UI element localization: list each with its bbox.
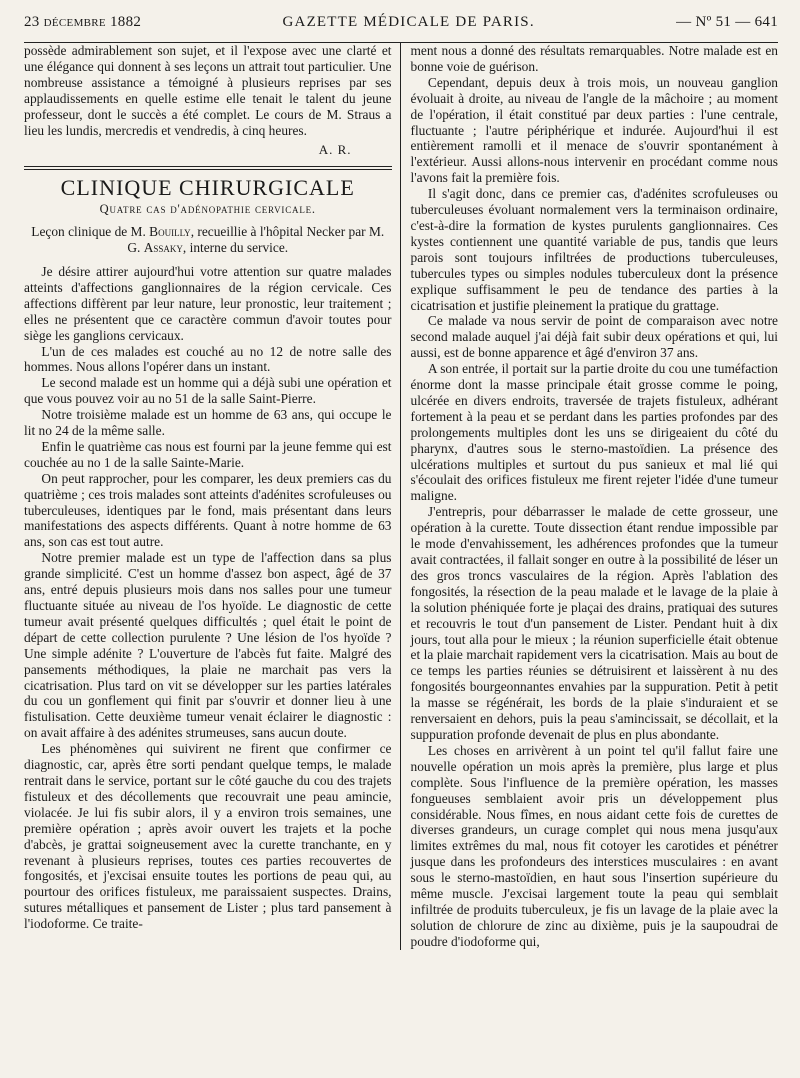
right-column — [401, 43, 779, 950]
paragraph: Enfin le quatrième cas nous est fourni par la jeune femme qui est couchée au no 1 de la salle Sainte-Marie. — [24, 438, 392, 470]
paragraph: Cependant, depuis deux à trois mois, un nouveau ganglion évoluait à droite, au niveau de l'angle de la mâchoire ; au moment de l'opération, il était constitué par deux parties : l'une centrale, fluctuante ; l'autre périphérique et indurée. Aujourd'hui il est entièrement ramolli et il menace de s'ouvrir spontanément à l'extérieur. Aussi allons-nous intervenir en procédant comme nous l'avons fait la première fois. — [410, 74, 778, 186]
header-date: 23 décembre 1882 — [24, 14, 142, 30]
columns — [24, 43, 778, 950]
paragraph: possède admirablement son sujet, et il l'expose avec une clarté et une élégance qui donnent à ses leçons un attrait tout particulier. Une nombreuse assistance a témoigné à plusieurs reprises par ses applaudissements en quelle estime elle tenait le talent du jeune professeur, dont le succès a été complet. Le cours de M. Straus a lieu les lundis, mercredis et vendredis, à cinq heures. — [24, 43, 392, 138]
paragraph: On peut rapprocher, pour les comparer, les deux premiers cas du quatrième ; ces trois malades sont atteints d'adénites scrofuleuses ou tuberculeuses, identiques par le fond, mais présentant dans leurs manifestations des aspects différents. Quant à notre homme de 63 ans, son cas est tout autre. — [24, 470, 392, 550]
left-column — [24, 43, 400, 950]
header-issue: — Nº 51 — 641 — [676, 14, 778, 30]
lecture-text: , recueillie à l'hôpital Necker par M. G. — [127, 224, 385, 256]
paragraph: Notre premier malade est un type de l'affection dans sa plus grande simplicité. C'est un homme d'assez bon aspect, âgé de 37 ans, entré depuis plusieurs mois dans nos salles pour une tumeur fluctuante située au niveau de l'os hyoïde. Le diagnostic de cette tumeur avait présenté quelques difficultés ; quel était le point de départ de cette collection purulente ? Une lésion de l'os hyoïde ? Une simple adénite ? L'ouverture de l'abcès fut faite. Malgré des pansements méthodiques, la plaie ne marchait pas vers la cicatrisation. Plus tard on vit se développer sur les parties latérales du cou un gonflement qui finit par s'ouvrir et donner lieu à une fistulisation. Cette deuxième tumeur venait éclairer le diagnostic : on avait affaire à des adénites strumeuses, sans aucun doute. — [24, 550, 392, 741]
lecture-credit — [24, 224, 392, 256]
paragraph: Il s'agit donc, dans ce premier cas, d'adénites scrofuleuses ou tuberculeuses évoluant normalement vers la terminaison ordinaire, c'est-à-dire la formation de kystes purulents ganglionnaires. Ces kystes contiennent une quantité variable de pus, tandis que leurs parois sont toujours infiltrées de productions tuberculeuses, tubercules types ou simples nodules tuberculeux dont la présence explique suffisamment le peu de tendance des parties à la cicatrisation et justifie pleinement la pratique du grattage. — [410, 186, 778, 313]
signature: A. R. — [318, 142, 352, 158]
paragraph: J'entrepris, pour débarrasser le malade de cette grosseur, une opération à la curette. Toute dissection étant rendue impossible par le mode d'envahissement, les adhérences profondes que la tumeur avait contractées, il fallait songer en outre à la possibilité de léser un des gros troncs vasculaires de la région. Après l'ablation des fongosités, la résection de la peau malade et le lavage de la plaie à la solution phéniquée forte je plaçai des drains, pratiquai des sutures et recouvris le tout d'un pansement de Lister. Pendant huit à dix jours, tout alla pour le mieux ; la réunion superficielle était obtenue et la plaie marchait rapidement vers la cicatrisation. Mais au bout de ce temps les parties réunies se détruisirent et laissèrent à nu des fongosités bourgeonnantes envahies par la suppuration. Petit à petit la masse se régénérait, les bords de la plaie s'induraient et se renversaient en dehors, puis la peau s'amincissait, se décollait, et la suppuration profonde devenait de plus en plus abondante. — [410, 504, 778, 742]
section-separator — [24, 166, 392, 170]
paragraph: Notre troisième malade est un homme de 63 ans, qui occupe le lit no 24 de la même salle. — [24, 407, 392, 439]
paragraph: ment nous a donné des résultats remarquables. Notre malade est en bonne voie de guérison. — [410, 43, 778, 74]
paragraph: A son entrée, il portait sur la partie droite du cou une tuméfaction énorme dont la masse principale était grosse comme le poing, ulcérée en divers endroits, traversée de trajets fistuleux, adhérant fortement à la peau et se perdant dans les parties profondes par des prolongements multiples dont les uns se dirigeaient du côté du pharynx, d'autres sous le sterno-mastoïdien. La présence des ulcérations multiples et surtout du pus sanieux et mal lié qui s'écoulait des orifices fistuleux me firent rejeter l'idée d'une tumeur maligne. — [410, 361, 778, 504]
paragraph: Les phénomènes qui suivirent ne firent que confirmer ce diagnostic, car, après être sorti pendant quelque temps, le malade rentrait dans le service, portant sur le côté gauche du cou des trajets fistuleux et des décollements que recouvrait une peau amincie, violacée. Je lui fis subir alors, il y a environ trois semaines, une première opération ; après avoir ouvert les trajets et la poche d'abcès, je grattai soigneusement avec la curette tranchante, en y revenant à plusieurs reprises, toutes ces parties recouvertes de fongosités, et j'excisai ensuite toutes les portions de peau qui, au pourtour des orifices fistuleux, me paraissaient suspectes. Drains, sutures métalliques et pansement de Lister ; plus tard pansement à l'iodoforme. Ce traite- — [24, 741, 392, 932]
paragraph: L'un de ces malades est couché au no 12 de notre salle des hommes. Nous allons l'opérer dans un instant. — [24, 343, 392, 375]
lecture-recorder: Assaky — [143, 240, 183, 256]
header-title: GAZETTE MÉDICALE DE PARIS. — [282, 14, 535, 30]
paragraph: Je désire attirer aujourd'hui votre attention sur quatre malades atteints d'affections ganglionnaires de la région cervicale. Ces affections diffèrent par leur nature, leur pronostic, leur traitement ; elles ne présentent que ce caractère commun d'avoir toutes pour siège les ganglions cervicaux. — [24, 263, 392, 343]
paragraph: Ce malade va nous servir de point de comparaison avec notre second malade auquel j'ai déjà fait subir deux opérations et qui, lui aussi, est de bonne apparence et âgé d'environ 37 ans. — [410, 313, 778, 361]
section-subtitle: Quatre cas d'adénopathie cervicale. — [99, 202, 316, 217]
page-header — [24, 14, 778, 40]
paragraph: Le second malade est un homme qui a déjà subi une opération et que vous pouvez voir au no 51 de la salle Saint-Pierre. — [24, 375, 392, 407]
lecture-text: , interne du service. — [182, 240, 289, 256]
lecture-text: Leçon clinique de M. — [31, 224, 150, 240]
lecture-author: Bouilly — [149, 224, 191, 240]
paragraph: Les choses en arrivèrent à un point tel qu'il fallut faire une nouvelle opération un mois après la première, plus large et plus complète. Sous l'influence de la première opération, les masses fongueuses semblaient avoir pris un développement plus considérable. Nous fîmes, en nous aidant cette fois de curettes de diverses grandeurs, un curage complet qui nous mena jusqu'aux limites extrêmes du mal, nous fit cotoyer les carotides et pénétrer jusque dans les profondeurs des interstices musculaires : en avant sous le sterno-mastoïdien, en haut sous l'insertion supérieure du même muscle. J'excisai largement toute la peau qui semblait infiltrée de produits tuberculeux, je fis un lavage de la plaie avec la solution de chlorure de zinc au dixième, puis je la saupoudrai de poudre d'iodoforme qui, — [410, 742, 778, 949]
section-title: CLINIQUE CHIRURGICALE — [60, 175, 355, 201]
